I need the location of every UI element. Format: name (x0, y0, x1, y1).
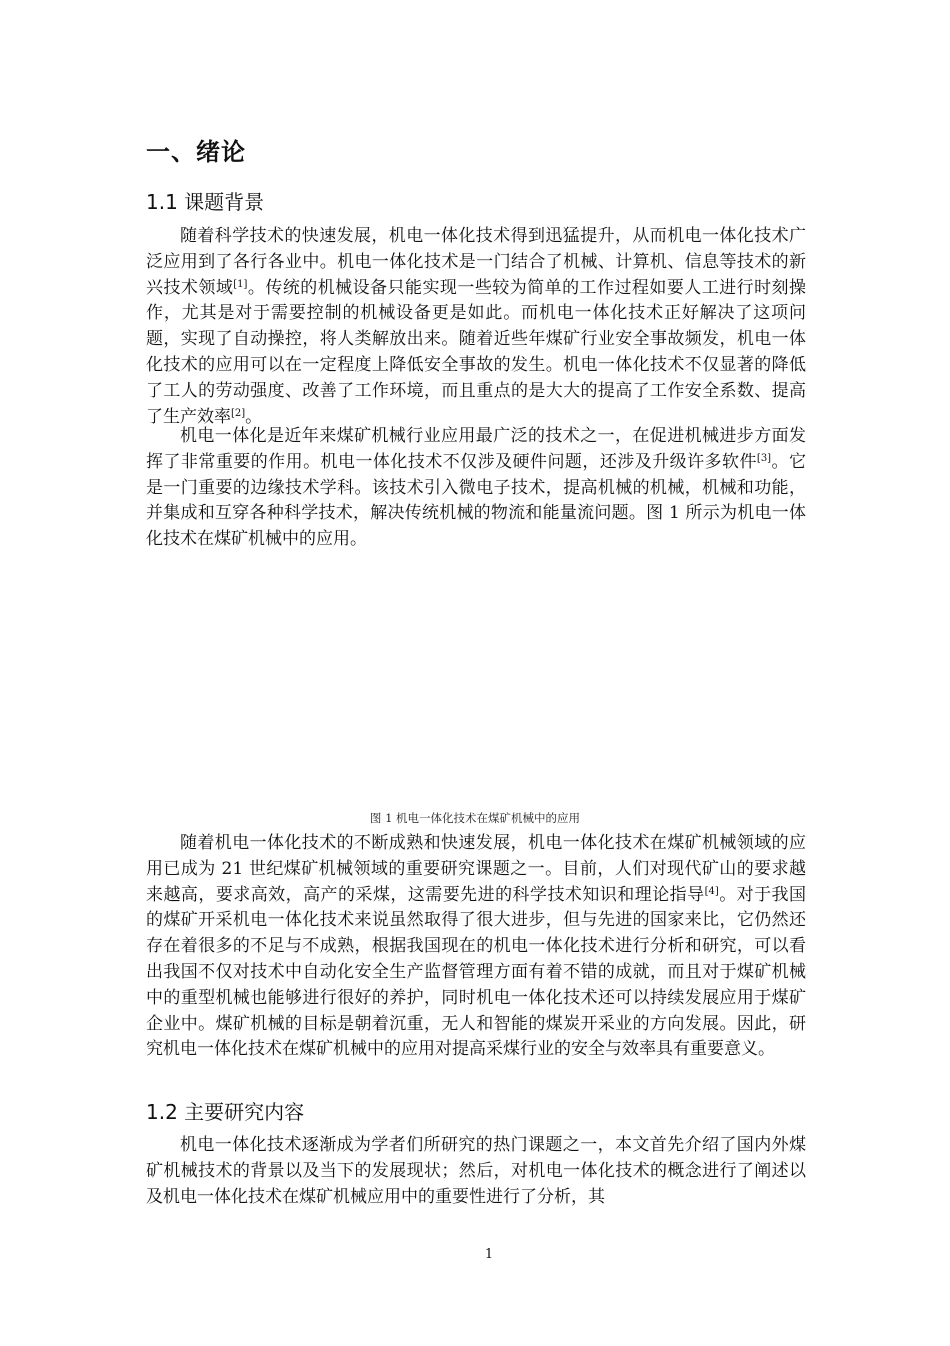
text-run: 随着机电一体化技术的不断成熟和快速发展，机电一体化技术在煤矿机械领域的应用已成为 21 世纪煤矿机械领域的重要研究课题之一。目前，人们对现代矿山的要求越来越高，要求高效，高产的采煤，这需要先进的科学技术知识和理论指导 (146, 833, 806, 905)
background-paragraph-2 (146, 424, 806, 553)
text-run: 机电一体化是近年来煤矿机械行业应用最广泛的技术之一，在促进机械进步方面发挥了非常重要的作用。机电一体化技术不仅涉及硬件问题，还涉及升级许多软件 (146, 426, 806, 472)
figure-caption: 图 1 机电一体化技术在煤矿机械中的应用 (369, 811, 581, 825)
text-run: 。它是一门重要的边缘技术学科。该技术引入微电子技术，提高机械的机械，机械和功能，并集成和互穿各种科学技术，解决传统机械的物流和能量流问题。图 1 所示为机电一体化技术在煤矿机械中的应用。 (146, 451, 807, 550)
section-title-research-content: 1.2 主要研究内容 (146, 1100, 305, 1124)
background-paragraph-1 (146, 224, 806, 430)
section-title-background: 1.1 课题背景 (146, 190, 265, 214)
background-paragraph-3 (146, 831, 806, 1063)
citation-ref[interactable]: [2] (231, 407, 246, 419)
research-content-paragraph-1: 机电一体化技术逐渐成为学者们所研究的热门课题之一，本文首先介绍了国内外煤矿机械技术的背景以及当下的发展现状；然后，对机电一体化技术的概念进行了阐述以及机电一体化技术在煤矿机械应用中的重要性进行了分析，其 (146, 1135, 806, 1207)
citation-ref[interactable]: [1] (233, 278, 248, 290)
text-run: 随着科学技术的快速发展，机电一体化技术得到迅猛提升，从而机电一体化技术广泛应用到了各行各业中。机电一体化技术是一门结合了机械、计算机、信息等技术的新兴技术领域 (146, 226, 806, 298)
citation-ref[interactable]: [3] (756, 452, 772, 464)
text-run: 。 (245, 406, 263, 427)
figure-placeholder (146, 560, 806, 800)
page-number: 1 (484, 1247, 494, 1262)
text-run: 。传统的机械设备只能实现一些较为简单的工作过程如要人工进行时刻操作，尤其是对于需要控制的机械设备更是如此。而机电一体化技术正好解决了这项问题，实现了自动操控，将人类解放出来。随着近些年煤矿行业安全事故频发，机电一体化技术的应用可以在一定程度上降低安全事故的发生。机电一体化技术不仅显著的降低了工人的劳动强度、改善了工作环境，而且重点的是大大的提高了工作安全系数、提高了生产效率 (146, 277, 807, 427)
citation-ref[interactable]: [4] (704, 885, 719, 897)
chapter-title: 一、绪论 (146, 138, 246, 166)
text-run: 。对于我国的煤矿开采机电一体化技术来说虽然取得了很大进步，但与先进的国家来比，它仍然还存在着很多的不足与不成熟，根据我国现在的机电一体化技术进行分析和研究，可以看出我国不仅对技术中自动化安全生产监督管理方面有着不错的成就，而且对于煤矿机械中的重型机械也能够进行很好的养护，同时机电一体化技术还可以持续发展应用于煤矿企业中。煤矿机械的目标是朝着沉重，无人和智能的煤炭开采业的方向发展。因此，研究机电一体化技术在煤矿机械中的应用对提高采煤行业的安全与效率具有重要意义。 (146, 884, 807, 1060)
